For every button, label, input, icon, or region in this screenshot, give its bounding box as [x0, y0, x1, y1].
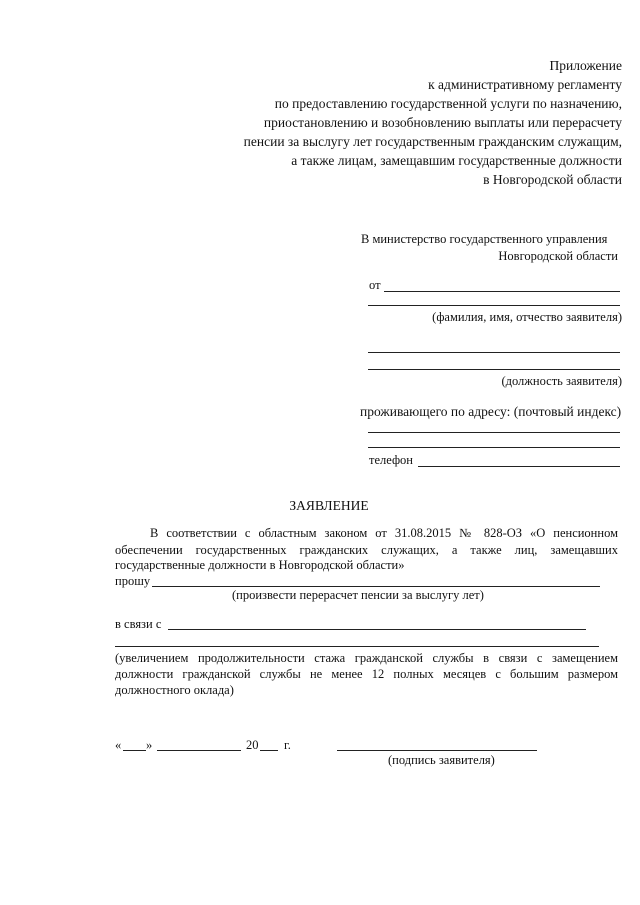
name-input-line-2[interactable]: [368, 305, 620, 306]
header-line-1: Приложение: [549, 58, 622, 73]
year-suffix: г.: [284, 738, 291, 752]
reason-input-line-1[interactable]: [168, 629, 586, 630]
header-line-2: к административному регламенту: [428, 77, 622, 92]
reason-label: в связи с: [115, 617, 162, 631]
address-input-line-1[interactable]: [368, 432, 620, 433]
header-line-5: пенсии за выслугу лет государственным гражданским служащим,: [243, 134, 622, 149]
signature-caption: (подпись заявителя): [388, 753, 495, 767]
header-line-7: в Новгородской области: [483, 172, 622, 187]
address-label: проживающего по адресу: (почтовый индекс): [360, 404, 622, 419]
date-year-line[interactable]: [260, 750, 278, 751]
header-line-4: приостановлению и возобновлению выплаты или перерасчету: [263, 115, 622, 130]
intro-line-3: государственные должности в Новгородской области»: [115, 558, 405, 572]
position-input-line-2[interactable]: [368, 369, 620, 370]
intro-line-2: обеспечении государственных гражданских служащих, а также лиц, замещавших: [115, 543, 618, 557]
name-caption: (фамилия, имя, отчество заявителя): [432, 310, 622, 324]
request-caption: (произвести перерасчет пенсии за выслугу лет): [232, 588, 484, 602]
date-day-line[interactable]: [123, 750, 146, 751]
header-line-6: а также лицам, замещавшим государственные должности: [291, 153, 622, 168]
phone-label: телефон: [369, 453, 413, 467]
date-month-line[interactable]: [157, 750, 241, 751]
from-label: от: [369, 278, 381, 292]
date-close-quote: »: [146, 738, 153, 752]
name-input-line-1[interactable]: [384, 291, 620, 292]
year-prefix: 20: [246, 738, 259, 752]
reason-caption-line-1: (увеличением продолжительности стажа гражданской службы в связи с замещением: [115, 651, 618, 665]
position-caption: (должность заявителя): [501, 374, 622, 388]
request-label: прошу: [115, 574, 151, 588]
addressee-line-2: Новгородской области: [498, 249, 618, 263]
date-open-quote: «: [115, 738, 122, 752]
address-input-line-2[interactable]: [368, 447, 620, 448]
signature-line[interactable]: [337, 750, 537, 751]
phone-input-line[interactable]: [418, 466, 620, 467]
position-input-line-1[interactable]: [368, 352, 620, 353]
document-title: ЗАЯВЛЕНИЕ: [289, 498, 369, 513]
request-input-line[interactable]: [152, 586, 600, 587]
addressee-line-1: В министерство государственного управления: [361, 232, 608, 246]
reason-input-line-2[interactable]: [115, 646, 599, 647]
reason-caption-line-2: должности гражданской службы не менее 12 полных месяцев с большим размером: [115, 667, 618, 681]
intro-line-1: В соответствии с областным законом от 31.08.2015 № 828-ОЗ «О пенсионном: [150, 526, 618, 540]
header-line-3: по предоставлению государственной услуги по назначению,: [274, 96, 622, 111]
reason-caption-line-3: должностного оклада): [115, 683, 234, 697]
